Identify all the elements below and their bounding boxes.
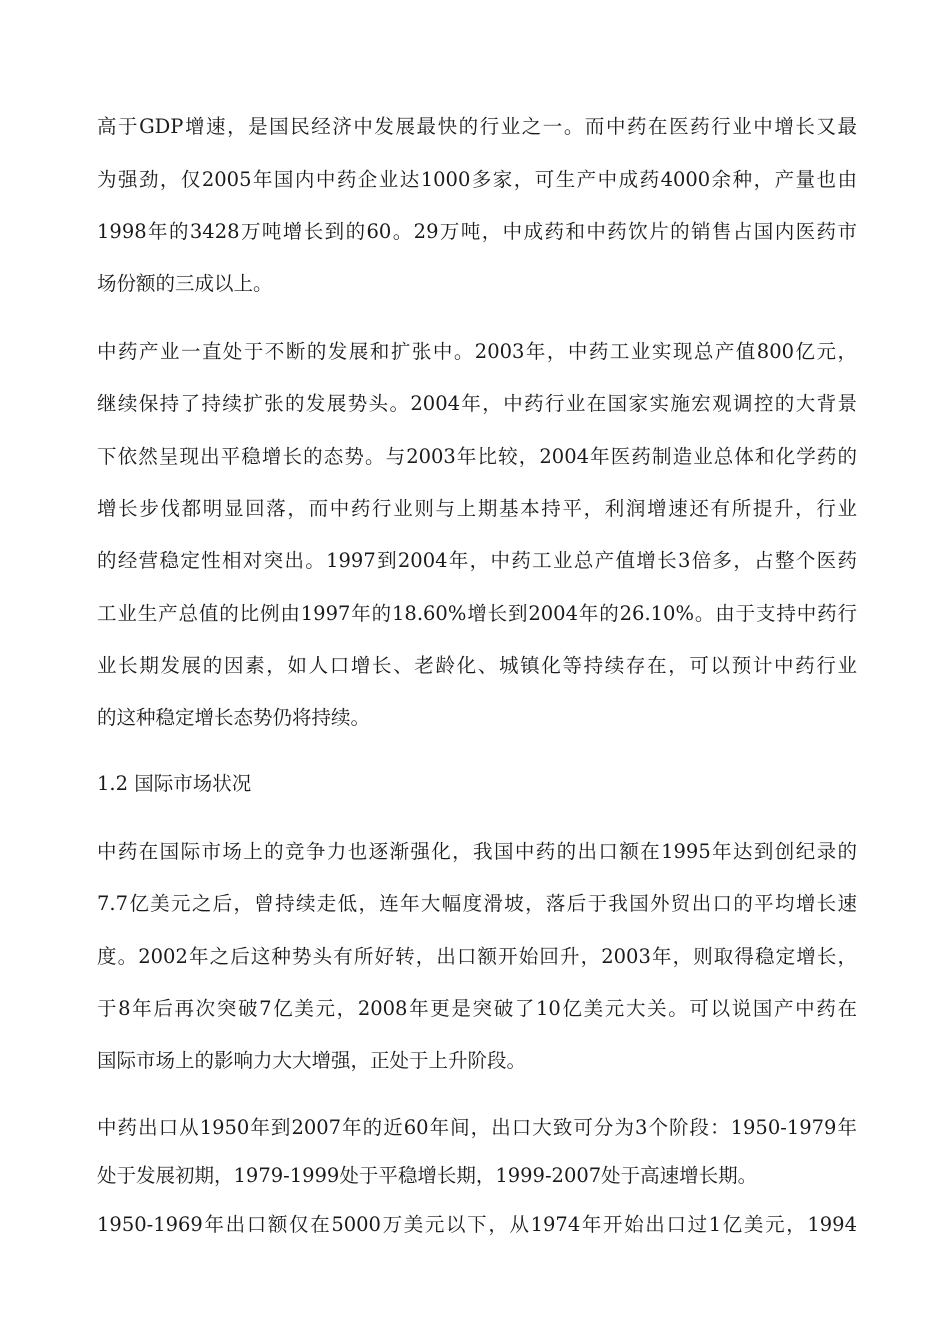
paragraph-2-line-4: 增长步伐都明显回落，而中药行业则与上期基本持平，利润增速还有所提升，行业 (97, 497, 857, 520)
paragraph-2-line-8: 的这种稳定增长态势仍将持续。 (97, 706, 371, 729)
paragraph-4-line-2: 处于发展初期，1979-1999处于平稳增长期，1999-2007处于高速增长期。 (97, 1164, 758, 1187)
paragraph-2-line-7: 业长期发展的因素，如人口增长、老龄化、城镇化等持续存在，可以预计中药行业 (97, 654, 857, 677)
paragraph-2-line-6: 工业生产总值的比例由1997年的18.60%增长到2004年的26.10%。由于支持中药行 (97, 602, 857, 625)
paragraph-3-line-1: 中药在国际市场上的竞争力也逐渐强化，我国中药的出口额在1995年达到创纪录的 (97, 840, 857, 863)
paragraph-3-line-3: 度。2002年之后这种势头有所好转，出口额开始回升，2003年，则取得稳定增长， (97, 945, 857, 968)
paragraph-3-line-5: 国际市场上的影响力大大增强，正处于上升阶段。 (97, 1049, 527, 1072)
paragraph-2-line-5: 的经营稳定性相对突出。1997到2004年，中药工业总产值增长3倍多，占整个医药 (97, 549, 857, 572)
paragraph-1-line-1: 高于GDP增速，是国民经济中发展最快的行业之一。而中药在医药行业中增长又最 (97, 115, 857, 138)
paragraph-2-line-1: 中药产业一直处于不断的发展和扩张中。2003年，中药工业实现总产值800亿元， (97, 340, 857, 363)
paragraph-3-line-4: 于8年后再次突破7亿美元，2008年更是突破了10亿美元大关。可以说国产中药在 (97, 997, 857, 1020)
paragraph-2-line-3: 下依然呈现出平稳增长的态势。与2003年比较，2004年医药制造业总体和化学药的 (97, 445, 857, 468)
paragraph-1-line-4: 场份额的三成以上。 (97, 272, 273, 295)
paragraph-4-line-3: 1950-1969年出口额仅在5000万美元以下，从1974年开始出口过1亿美元，1994 (97, 1213, 857, 1236)
paragraph-2-line-2: 继续保持了持续扩张的发展势头。2004年，中药行业在国家实施宏观调控的大背景 (97, 392, 857, 415)
section-heading: 1.2 国际市场状况 (97, 772, 252, 795)
paragraph-1-line-3: 1998年的3428万吨增长到的60。29万吨，中成药和中药饮片的销售占国内医药市 (97, 220, 857, 243)
paragraph-3-line-2: 7.7亿美元之后，曾持续走低，连年大幅度滑坡，落后于我国外贸出口的平均增长速 (97, 892, 857, 915)
paragraph-4-line-1: 中药出口从1950年到2007年的近60年间，出口大致可分为3个阶段：1950-1979年 (97, 1116, 857, 1139)
paragraph-1-line-2: 为强劲，仅2005年国内中药企业达1000多家，可生产中成药4000余种，产量也由 (97, 168, 857, 191)
